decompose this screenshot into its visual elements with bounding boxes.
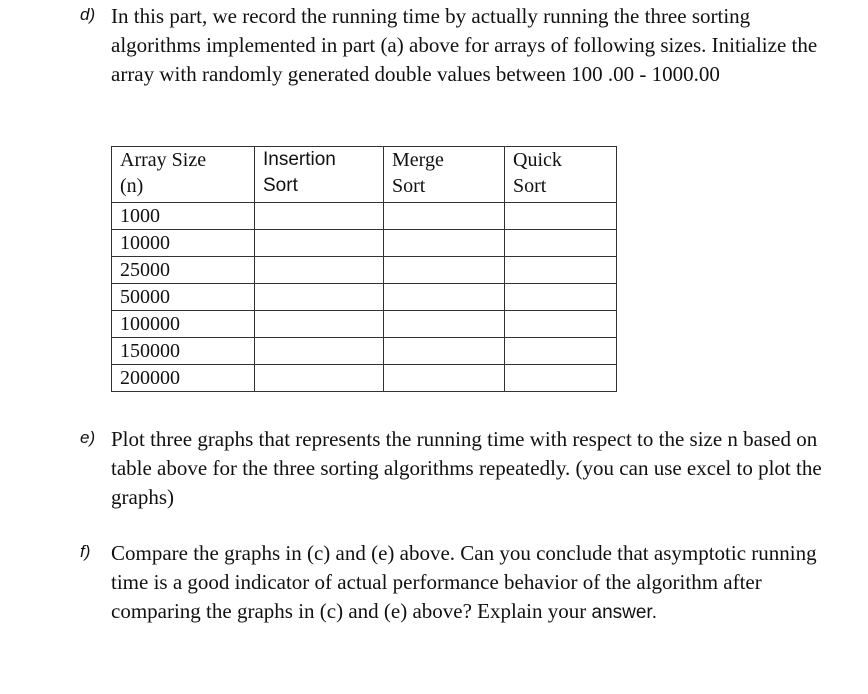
array-size-cell: 1000: [112, 203, 255, 230]
array-size-cell: 200000: [112, 365, 255, 392]
quick-sort-cell: [505, 284, 617, 311]
question-d-marker: d): [80, 5, 96, 24]
insertion-sort-cell: [255, 257, 384, 284]
quick-sort-cell: [505, 203, 617, 230]
merge-sort-cell: [384, 311, 505, 338]
merge-sort-cell: [384, 257, 505, 284]
running-time-table: [111, 146, 617, 392]
merge-sort-cell: [384, 230, 505, 257]
table-row: [112, 338, 617, 365]
table-row: [112, 203, 617, 230]
array-size-cell: 25000: [112, 257, 255, 284]
table-header-row: [112, 147, 617, 203]
table-row: [112, 365, 617, 392]
table-row: [112, 230, 617, 257]
question-f-text-main: Compare the graphs in (c) and (e) above. Can you conclude that asymptotic running time is a good indicator of actual performance behavior of the algorithm after comparing the graphs in (c) and (e) above? Explain your: [111, 541, 817, 623]
table-row: [112, 257, 617, 284]
table-row: [112, 284, 617, 311]
question-d: [80, 2, 840, 89]
question-f: [80, 539, 840, 627]
header-quick-sort: Quick Sort: [505, 147, 617, 203]
header-merge-sort: Merge Sort: [384, 147, 505, 203]
array-size-cell: 10000: [112, 230, 255, 257]
header-array-size: Array Size (n): [112, 147, 255, 203]
insertion-sort-cell: [255, 311, 384, 338]
question-f-text-last: answer.: [591, 602, 657, 623]
question-e-text: Plot three graphs that represents the running time with respect to the size n based on table above for the three sorting algorithms repeatedly. (you can use excel to plot the graphs): [111, 427, 822, 509]
quick-sort-cell: [505, 230, 617, 257]
array-size-cell: 50000: [112, 284, 255, 311]
quick-sort-cell: [505, 338, 617, 365]
insertion-sort-cell: [255, 284, 384, 311]
question-f-marker: f): [80, 542, 91, 561]
question-e: [80, 425, 840, 512]
quick-sort-cell: [505, 311, 617, 338]
table-row: [112, 311, 617, 338]
merge-sort-cell: [384, 203, 505, 230]
question-f-text: [111, 539, 840, 627]
quick-sort-cell: [505, 257, 617, 284]
question-e-marker: e): [80, 428, 96, 447]
merge-sort-cell: [384, 338, 505, 365]
array-size-cell: 100000: [112, 311, 255, 338]
insertion-sort-cell: [255, 338, 384, 365]
array-size-cell: 150000: [112, 338, 255, 365]
insertion-sort-cell: [255, 203, 384, 230]
insertion-sort-cell: [255, 230, 384, 257]
insertion-sort-cell: [255, 365, 384, 392]
header-insertion-sort: Insertion Sort: [255, 147, 384, 203]
quick-sort-cell: [505, 365, 617, 392]
merge-sort-cell: [384, 365, 505, 392]
question-d-text: In this part, we record the running time by actually running the three sorting algorithms implemented in part (a) above for arrays of following sizes. Initialize the array with randomly generated double values between 100 .00 - 1000.00: [111, 4, 818, 86]
merge-sort-cell: [384, 284, 505, 311]
